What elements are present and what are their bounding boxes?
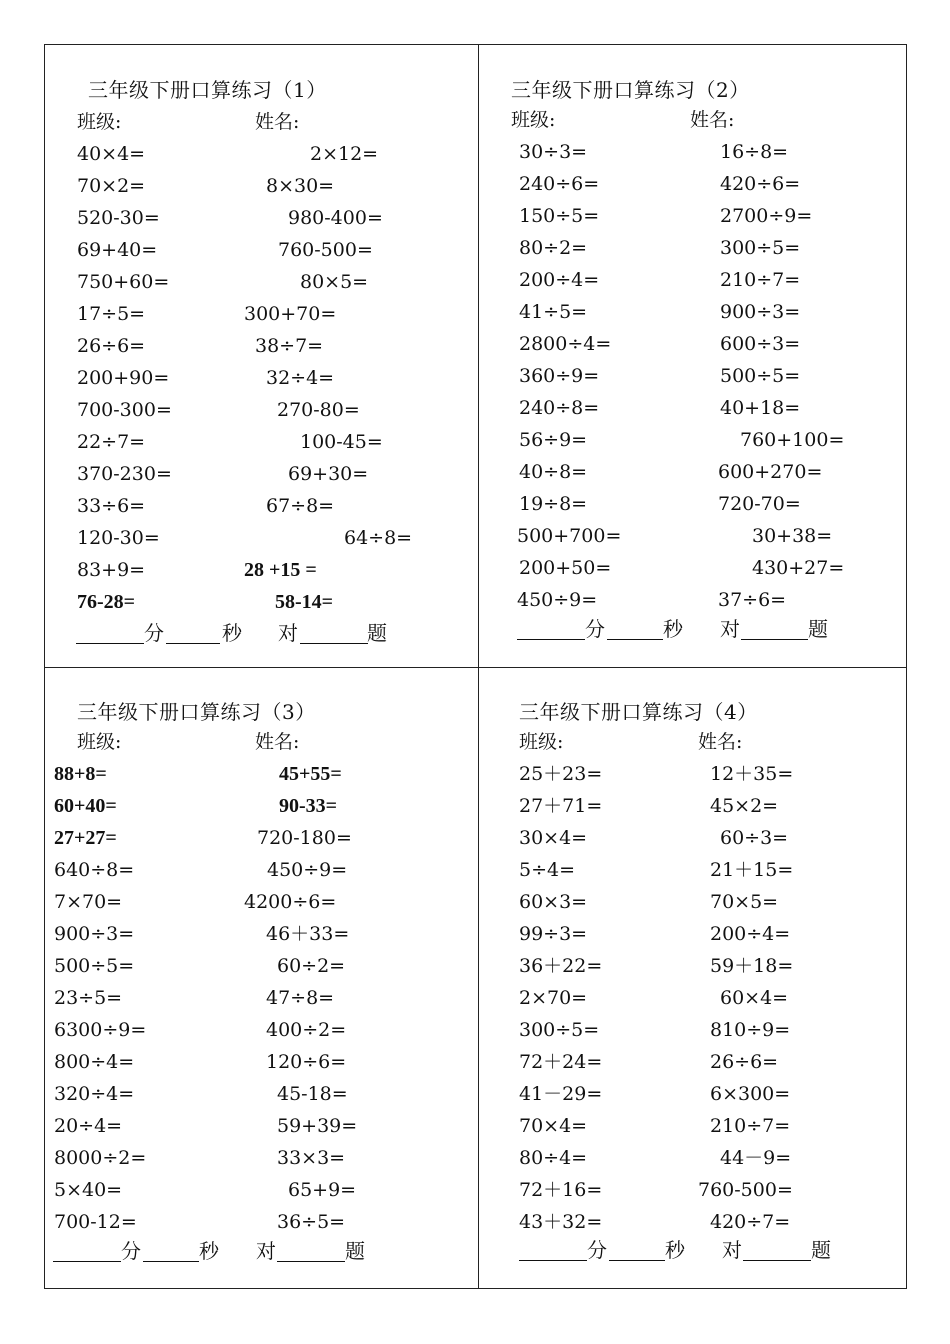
problem-right: 760+100= xyxy=(740,429,845,451)
problem-left: 450÷9= xyxy=(517,589,598,611)
minutes-label: 分 xyxy=(144,621,164,645)
problem-right: 600÷3= xyxy=(720,333,801,355)
problem-left: 27+27= xyxy=(54,827,117,849)
problem-right: 40+18= xyxy=(720,397,801,419)
seconds-label: 秒 xyxy=(222,621,242,645)
class-label: 班级: xyxy=(77,731,122,753)
problem-left: 41÷5= xyxy=(519,301,588,323)
problem-right: 44－9= xyxy=(720,1147,792,1169)
problem-right: 58-14= xyxy=(275,591,334,613)
problem-right: 980-400= xyxy=(288,207,383,229)
correct-count-blank[interactable] xyxy=(300,621,368,645)
problem-left: 700-300= xyxy=(77,399,172,421)
worksheet-title: 三年级下册口算练习（4） xyxy=(519,700,758,724)
problem-right: 28 +15 = xyxy=(244,559,317,581)
problem-left: 200+90= xyxy=(77,367,170,389)
problem-right: 900÷3= xyxy=(720,301,801,323)
problem-left: 300÷5= xyxy=(519,1019,600,1041)
problem-right: 450÷9= xyxy=(267,859,348,881)
problem-left: 43＋32= xyxy=(519,1211,603,1233)
problem-left: 20÷4= xyxy=(54,1115,123,1137)
problem-left: 5÷4= xyxy=(519,859,576,881)
problem-right: 120÷6= xyxy=(266,1051,347,1073)
problem-left: 72＋16= xyxy=(519,1179,603,1201)
problem-right: 100-45= xyxy=(300,431,383,453)
problem-right: 720-70= xyxy=(718,493,801,515)
correct-count-blank[interactable] xyxy=(277,1239,345,1263)
problem-left: 70×4= xyxy=(519,1115,588,1137)
problem-right: 21＋15= xyxy=(710,859,794,881)
name-label: 姓名: xyxy=(690,109,735,131)
problem-right: 46＋33= xyxy=(266,923,350,945)
horizontal-divider xyxy=(44,667,907,668)
problem-left: 22÷7= xyxy=(77,431,146,453)
correct-label: 对 xyxy=(720,617,740,641)
problem-right: 30+38= xyxy=(752,525,833,547)
problem-right: 760-500= xyxy=(698,1179,793,1201)
problem-right: 16÷8= xyxy=(720,141,789,163)
class-label: 班级: xyxy=(77,111,122,133)
problem-left: 900÷3= xyxy=(54,923,135,945)
correct-count-blank[interactable] xyxy=(743,1238,811,1262)
problem-left: 2×70= xyxy=(519,987,588,1009)
problem-right: 2700÷9= xyxy=(720,205,813,227)
problem-left: 56÷9= xyxy=(519,429,588,451)
problem-left: 700-12= xyxy=(54,1211,137,1233)
problem-left: 41－29= xyxy=(519,1083,603,1105)
problem-right: 500÷5= xyxy=(720,365,801,387)
problem-right: 64÷8= xyxy=(344,527,413,549)
problem-left: 80÷4= xyxy=(519,1147,588,1169)
problem-right: 8×30= xyxy=(266,175,335,197)
problem-left: 200÷4= xyxy=(519,269,600,291)
problem-left: 40÷8= xyxy=(519,461,588,483)
problem-right: 37÷6= xyxy=(718,589,787,611)
problem-right: 300+70= xyxy=(244,303,337,325)
problem-right: 45-18= xyxy=(277,1083,348,1105)
problem-left: 80÷2= xyxy=(519,237,588,259)
problem-left: 7×70= xyxy=(54,891,123,913)
problem-right: 430+27= xyxy=(752,557,845,579)
problem-right: 400÷2= xyxy=(266,1019,347,1041)
problem-left: 99÷3= xyxy=(519,923,588,945)
questions-label: 题 xyxy=(808,617,828,641)
seconds-blank[interactable] xyxy=(166,621,220,645)
problem-left: 120-30= xyxy=(77,527,160,549)
problem-left: 750+60= xyxy=(77,271,170,293)
problem-right: 65+9= xyxy=(288,1179,357,1201)
name-label: 姓名: xyxy=(255,731,300,753)
problem-right: 90-33= xyxy=(279,795,338,817)
minutes-blank[interactable] xyxy=(519,1238,587,1262)
questions-label: 题 xyxy=(811,1238,831,1262)
name-label: 姓名: xyxy=(698,731,743,753)
problem-left: 8000÷2= xyxy=(54,1147,147,1169)
problem-right: 33×3= xyxy=(277,1147,346,1169)
problem-left: 19÷8= xyxy=(519,493,588,515)
problem-left: 240÷6= xyxy=(519,173,600,195)
problem-left: 640÷8= xyxy=(54,859,135,881)
problem-left: 2800÷4= xyxy=(519,333,612,355)
worksheet-title: 三年级下册口算练习（3） xyxy=(77,700,316,724)
problem-right: 420÷6= xyxy=(720,173,801,195)
worksheet-title: 三年级下册口算练习（1） xyxy=(88,78,327,102)
problem-left: 500÷5= xyxy=(54,955,135,977)
minutes-label: 分 xyxy=(585,617,605,641)
problem-right: 80×5= xyxy=(300,271,369,293)
problem-right: 67÷8= xyxy=(266,495,335,517)
problem-left: 83+9= xyxy=(77,559,146,581)
class-label: 班级: xyxy=(511,109,556,131)
problem-left: 6300÷9= xyxy=(54,1019,147,1041)
problem-left: 200+50= xyxy=(519,557,612,579)
seconds-blank[interactable] xyxy=(143,1239,199,1263)
problem-left: 33÷6= xyxy=(77,495,146,517)
problem-right: 810÷9= xyxy=(710,1019,791,1041)
problem-right: 60×4= xyxy=(720,987,789,1009)
minutes-blank[interactable] xyxy=(53,1239,121,1263)
correct-label: 对 xyxy=(256,1239,276,1263)
minutes-label: 分 xyxy=(121,1239,141,1263)
problem-left: 36＋22= xyxy=(519,955,603,977)
problem-right: 36÷5= xyxy=(277,1211,346,1233)
seconds-blank[interactable] xyxy=(607,617,663,641)
questions-label: 题 xyxy=(367,621,387,645)
class-label: 班级: xyxy=(519,731,564,753)
problem-right: 4200÷6= xyxy=(244,891,337,913)
correct-count-blank[interactable] xyxy=(741,617,808,641)
problem-right: 600+270= xyxy=(718,461,823,483)
problem-left: 360÷9= xyxy=(519,365,600,387)
problem-right: 26÷6= xyxy=(710,1051,779,1073)
problem-left: 150÷5= xyxy=(519,205,600,227)
problem-right: 38÷7= xyxy=(255,335,324,357)
problem-left: 25＋23= xyxy=(519,763,603,785)
correct-label: 对 xyxy=(278,621,298,645)
problem-left: 88+8= xyxy=(54,763,107,785)
minutes-blank[interactable] xyxy=(76,621,144,645)
problem-left: 70×2= xyxy=(77,175,146,197)
problem-right: 59＋18= xyxy=(710,955,794,977)
minutes-blank[interactable] xyxy=(517,617,585,641)
problem-right: 2×12= xyxy=(310,143,379,165)
problem-right: 60÷3= xyxy=(720,827,789,849)
minutes-label: 分 xyxy=(587,1238,607,1262)
questions-label: 题 xyxy=(345,1239,365,1263)
seconds-blank[interactable] xyxy=(609,1238,665,1262)
problem-right: 720-180= xyxy=(257,827,352,849)
problem-left: 500+700= xyxy=(517,525,622,547)
problem-right: 45×2= xyxy=(710,795,779,817)
problem-left: 30×4= xyxy=(519,827,588,849)
problem-left: 60+40= xyxy=(54,795,117,817)
problem-right: 420÷7= xyxy=(710,1211,791,1233)
problem-right: 270-80= xyxy=(277,399,360,421)
worksheet-title: 三年级下册口算练习（2） xyxy=(511,78,750,102)
problem-left: 72＋24= xyxy=(519,1051,603,1073)
problem-right: 45+55= xyxy=(279,763,342,785)
problem-right: 59+39= xyxy=(277,1115,358,1137)
problem-left: 17÷5= xyxy=(77,303,146,325)
seconds-label: 秒 xyxy=(199,1239,219,1263)
problem-left: 23÷5= xyxy=(54,987,123,1009)
seconds-label: 秒 xyxy=(665,1238,685,1262)
problem-left: 40×4= xyxy=(77,143,146,165)
problem-left: 76-28= xyxy=(77,591,136,613)
problem-left: 370-230= xyxy=(77,463,172,485)
problem-right: 60÷2= xyxy=(277,955,346,977)
problem-right: 300÷5= xyxy=(720,237,801,259)
problem-left: 69+40= xyxy=(77,239,158,261)
problem-left: 27＋71= xyxy=(519,795,603,817)
problem-right: 69+30= xyxy=(288,463,369,485)
problem-left: 800÷4= xyxy=(54,1051,135,1073)
problem-left: 520-30= xyxy=(77,207,160,229)
problem-right: 760-500= xyxy=(278,239,373,261)
problem-right: 47÷8= xyxy=(266,987,335,1009)
problem-right: 210÷7= xyxy=(720,269,801,291)
name-label: 姓名: xyxy=(255,111,300,133)
problem-right: 70×5= xyxy=(710,891,779,913)
correct-label: 对 xyxy=(722,1238,742,1262)
problem-left: 30÷3= xyxy=(519,141,588,163)
problem-right: 200÷4= xyxy=(710,923,791,945)
seconds-label: 秒 xyxy=(663,617,683,641)
problem-left: 5×40= xyxy=(54,1179,123,1201)
problem-right: 210÷7= xyxy=(710,1115,791,1137)
problem-left: 60×3= xyxy=(519,891,588,913)
problem-left: 320÷4= xyxy=(54,1083,135,1105)
problem-right: 32÷4= xyxy=(266,367,335,389)
problem-right: 6×300= xyxy=(710,1083,791,1105)
problem-left: 240÷8= xyxy=(519,397,600,419)
problem-right: 12＋35= xyxy=(710,763,794,785)
problem-left: 26÷6= xyxy=(77,335,146,357)
